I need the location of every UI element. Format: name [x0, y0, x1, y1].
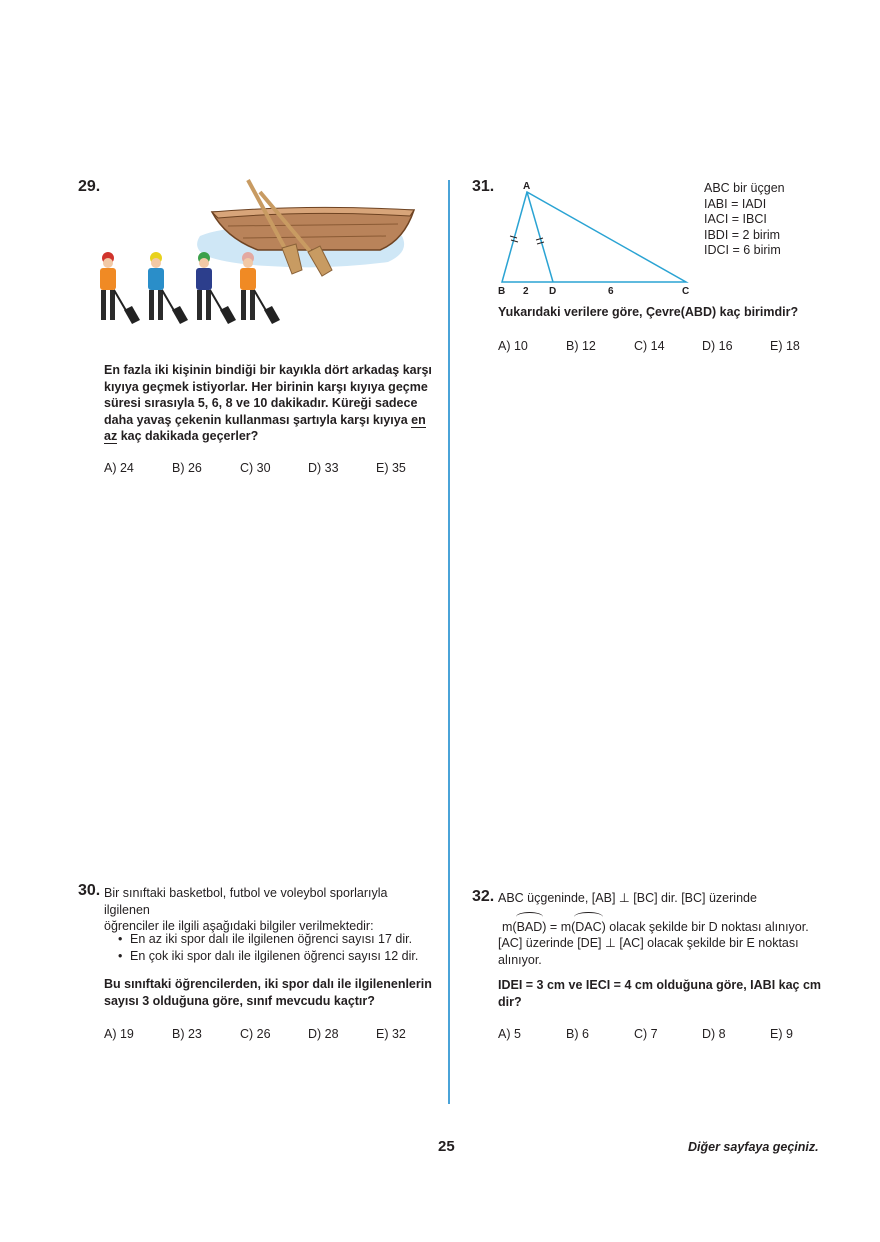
label-c: C	[682, 286, 690, 297]
option-e[interactable]: E) 18	[770, 339, 800, 353]
tick-mark	[510, 236, 517, 238]
triangle-diagram	[492, 178, 702, 298]
person-icon	[196, 252, 236, 324]
label-b: B	[498, 286, 506, 297]
person-icon	[148, 252, 188, 324]
segment-ad	[527, 192, 553, 282]
triangle-abc	[502, 192, 686, 282]
option-b[interactable]: B) 12	[566, 339, 596, 353]
column-divider	[448, 180, 450, 1104]
option-a[interactable]: A) 19	[104, 1027, 134, 1041]
label-d: D	[549, 286, 557, 297]
option-e[interactable]: E) 32	[376, 1027, 406, 1041]
option-c[interactable]: C) 30	[240, 461, 271, 475]
question-30-bullets	[110, 931, 450, 964]
option-d[interactable]: D) 28	[308, 1027, 339, 1041]
question-30-number: 30.	[78, 882, 101, 899]
tick-mark	[537, 242, 544, 244]
question-29-number: 29.	[78, 178, 101, 195]
kayak-illustration	[88, 178, 428, 350]
option-c[interactable]: C) 14	[634, 339, 665, 353]
option-c[interactable]: C) 7	[634, 1027, 658, 1041]
option-a[interactable]: A) 10	[498, 339, 528, 353]
option-d[interactable]: D) 33	[308, 461, 339, 475]
angle-dac: DAC	[575, 915, 601, 936]
question-31-options	[498, 339, 838, 353]
label-a: A	[523, 181, 531, 192]
option-b[interactable]: B) 23	[172, 1027, 202, 1041]
question-31-question: Yukarıdaki verilere göre, Çevre(ABD) kaç birimdir?	[498, 305, 799, 319]
option-d[interactable]: D) 8	[702, 1027, 726, 1041]
bullet-item: • En çok iki spor dalı ile ilgilenen öğrenci sayısı 12 dir.	[130, 948, 450, 965]
angle-bad: BAD	[517, 915, 543, 936]
question-31-number: 31.	[472, 178, 495, 195]
question-30-options	[104, 1027, 444, 1041]
question-32-question: IDEI = 3 cm ve IECI = 4 cm olduğuna göre, IABI kaç cm dir?	[498, 978, 822, 1009]
person-icon	[100, 252, 140, 324]
tick-mark	[511, 240, 518, 242]
question-31-givens: ABC bir üçgen IABI = IADI IACI = IBCI IBDI = 2 birim IDCI = 6 birim	[704, 181, 785, 257]
question-29-text: En fazla iki kişinin bindiği bir kayıkla dört arkadaş karşı kıyıya geçmek istiyorlar. Her birinin karşı kıyıya geçme süresi sırasıyla 5, 6, 8 ve 10 dakikadır. Küreği sadece daha yavaş çekenin kullanması şartıyla karşı kıyıya en az kaç dakikada geçerler?	[104, 363, 432, 443]
option-e[interactable]: E) 35	[376, 461, 406, 475]
option-a[interactable]: A) 24	[104, 461, 134, 475]
question-30-intro: Bir sınıftaki basketbol, futbol ve voleybol sporlarıyla ilgilenen öğrenciler ile ilgili aşağıdaki bilgiler verilmektedir:	[104, 886, 388, 933]
question-29-options	[104, 461, 444, 475]
question-32-number: 32.	[472, 888, 495, 905]
question-30-question: Bu sınıftaki öğrencilerden, iki spor dalı ile ilgilenenlerin sayısı 3 olduğuna göre, sınıf mevcudu kaçtır?	[104, 977, 432, 1008]
option-e[interactable]: E) 9	[770, 1027, 793, 1041]
page-number: 25	[438, 1138, 455, 1155]
tick-mark	[536, 238, 543, 240]
option-b[interactable]: B) 6	[566, 1027, 589, 1041]
option-d[interactable]: D) 16	[702, 339, 733, 353]
next-page-note: Diğer sayfaya geçiniz.	[688, 1140, 819, 1154]
option-c[interactable]: C) 26	[240, 1027, 271, 1041]
option-a[interactable]: A) 5	[498, 1027, 521, 1041]
question-32-options	[498, 1027, 838, 1041]
bullet-item: • En az iki spor dalı ile ilgilenen öğrenci sayısı 17 dir.	[130, 931, 450, 948]
option-b[interactable]: B) 26	[172, 461, 202, 475]
question-32-text: ABC üçgeninde, [AB] ⊥ [BC] dir. [BC] üzerinde m(BAD) = m(DAC) olacak şekilde bir D noktası alınıyor. [AC] üzerinde [DE] ⊥ [AC] olacak şekilde bir E noktası alınıyor.	[498, 891, 809, 967]
label-dc-length: 6	[608, 286, 614, 297]
label-bd-length: 2	[523, 286, 529, 297]
